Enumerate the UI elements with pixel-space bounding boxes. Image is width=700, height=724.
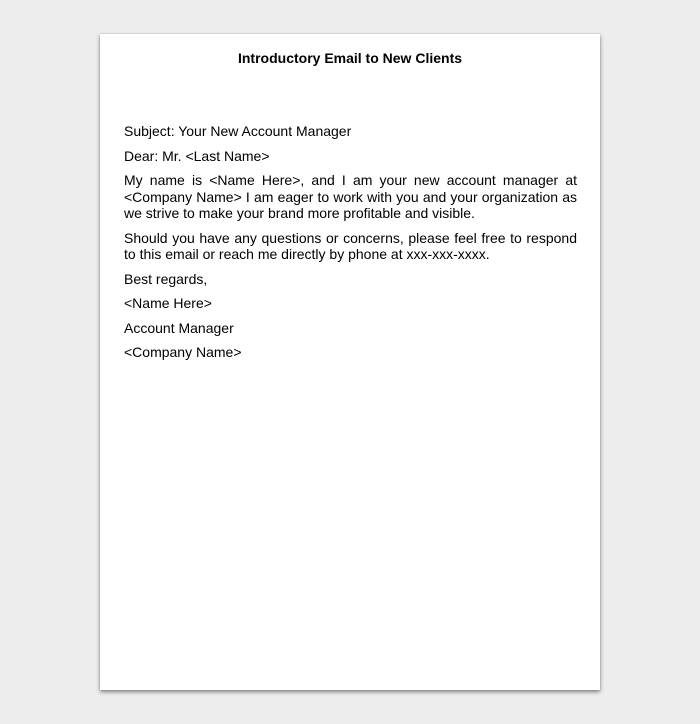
email-paragraph-intro: My name is <Name Here>, and I am your new account manager at <Company Name> I am eager to work with you and your organization as we strive to make your brand more profitable and visible. — [124, 172, 577, 221]
document-page — [100, 34, 600, 690]
email-subject-line: Subject: Your New Account Manager — [124, 123, 352, 139]
email-closing: Best regards, — [124, 270, 208, 287]
signature-title: Account Manager — [124, 319, 234, 336]
email-greeting: Dear: Mr. <Last Name> — [124, 147, 270, 164]
signature-name: <Name Here> — [124, 295, 212, 311]
email-paragraph-contact: Should you have any questions or concerns, please feel free to respond to this email or reach me directly by phone at xxx-xxx-xxxx. — [124, 229, 577, 262]
signature-company: <Company Name> — [124, 344, 242, 360]
document-body — [124, 123, 577, 369]
document-title: Introductory Email to New Clients — [237, 50, 463, 66]
